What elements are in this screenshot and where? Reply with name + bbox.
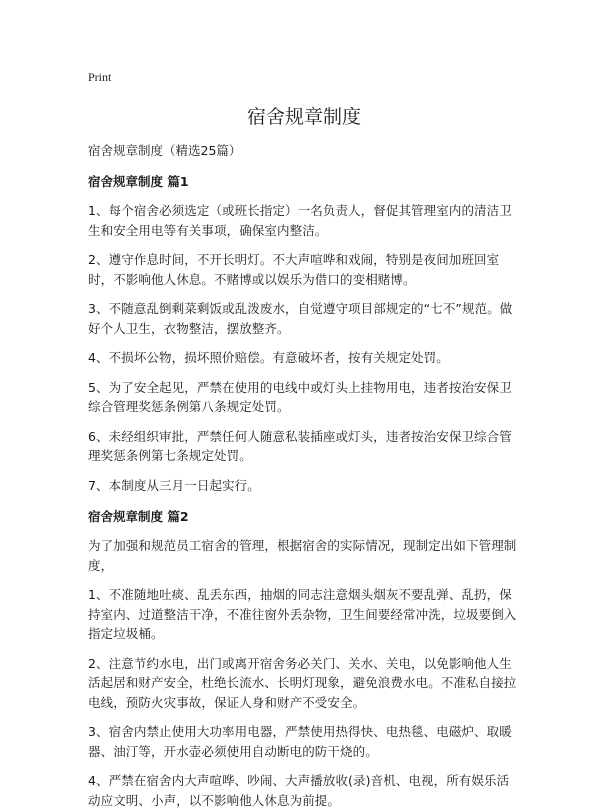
paragraph: 1、不准随地吐痰、乱丢东西，抽烟的同志注意烟头烟灰不要乱弹、乱扔，保持室内、过道整洁干净，不准往窗外丢杂物，卫生间要经常冲洗，垃圾要倒入指定垃圾桶。 [88,587,517,641]
document-page [88,70,520,810]
paragraph: 5、为了安全起见，严禁在使用的电线中或灯头上挂物用电，违者按治安保卫综合管理奖惩条例第八条规定处罚。 [88,379,512,414]
paragraph: 3、宿舍内禁止使用大功率用电器，严禁使用热得快、电热毯、电磁炉、取暖器、油汀等，开水壶必须使用自动断电的防干烧的。 [88,724,512,759]
document-subtitle: 宿舍规章制度（精选25篇） [88,143,242,158]
section-1 [88,173,520,495]
paragraph: 1、每个宿舍必须选定（或班长指定）一名负责人，督促其管理室内的清洁卫生和安全用电等有关事项，确保室内整洁。 [88,203,512,238]
paragraph: 4、严禁在宿舍内大声喧哗、吵闹、大声播放收(录)音机、电视，所有娱乐活动应文明、小声，以不影响他人休息为前提。 [88,773,510,808]
section-heading: 宿舍规章制度 篇1 [88,174,189,189]
page-title: 宿舍规章制度 [246,106,361,128]
paragraph: 2、遵守作息时间，不开长明灯。不大声喧哗和戏闹，特别是夜间加班回室时，不影响他人休息。不赌博或以娱乐为借口的变相赌博。 [88,252,500,287]
paragraph: 3、不随意乱倒剩菜剩饭或乱泼废水，自觉遵守项目部规定的“七不”规范。做好个人卫生，衣物整洁，摆放整齐。 [88,301,513,336]
paragraph: 7、本制度从三月一日起实行。 [88,477,260,493]
paragraph: 2、注意节约水电，出门或离开宿舍务必关门、关水、关电，以免影响他人生活起居和财产安全，杜绝长流水、长明灯现象，避免浪费水电。不准私自接拉电线，预防火灾事故，保证人身和财产不受安全。 [88,655,517,710]
paragraph: 为了加强和规范员工宿舍的管理，根据宿舍的实际情况，现制定出如下管理制度， [88,538,517,573]
print-link[interactable]: Print [88,70,112,84]
section-2 [88,508,520,810]
paragraph: 6、未经组织审批，严禁任何人随意私装插座或灯头，违者按治安保卫综合管理奖惩条例第七条规定处罚。 [88,428,512,463]
paragraph: 4、不损坏公物，损坏照价赔偿。有意破坏者，按有关规定处罚。 [88,350,449,365]
section-heading: 宿舍规章制度 篇2 [88,509,189,524]
